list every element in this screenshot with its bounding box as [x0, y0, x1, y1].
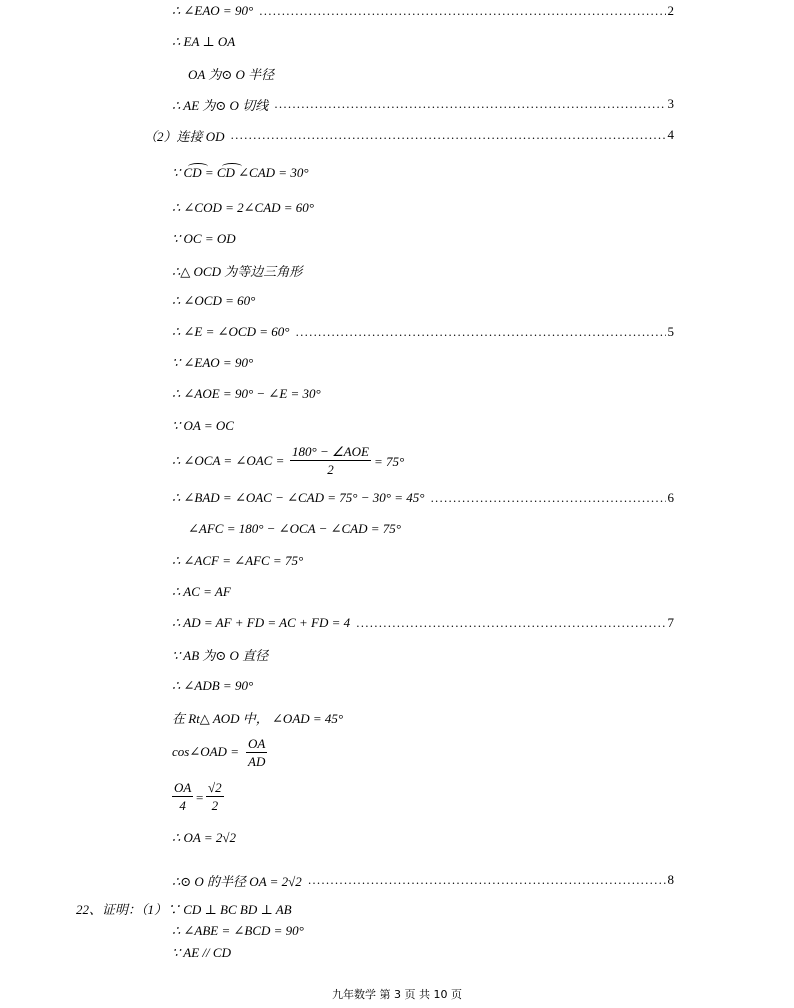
proof-line-19: ∴ AC = AF [172, 584, 231, 599]
score-mark: 3 [667, 96, 674, 111]
proof-line-8: ∵ OC = OD [172, 231, 236, 246]
proof-line-part2: （2）连接 OD ..... 4 [144, 124, 674, 146]
score-mark: 7 [667, 615, 674, 630]
proof-line-15: ∴ ∠OCA = ∠OAC = [172, 453, 285, 468]
proof-line-20: ∴ AD = AF + FD = AC + FD = 4 ..... 7 [172, 612, 674, 634]
proof-line-4: ∴ AE 为⊙ O 切线 ..... 3 [172, 93, 674, 115]
proof-line-18: ∴ ∠ACF = ∠AFC = 75° [172, 553, 304, 568]
leader-dots [274, 98, 665, 111]
proof-line-2: ∴ EA ⊥ OA [172, 34, 236, 49]
proof-line-7: ∴ ∠COD = 2∠CAD = 60° [172, 200, 314, 215]
proof-line-12: ∵ ∠EAO = 90° [172, 355, 254, 370]
proof-line-22: ∴ ∠ADB = 90° [172, 678, 254, 693]
proof-line-17: ∠AFC = 180° − ∠OCA − ∠CAD = 75° [188, 521, 401, 536]
fraction: 180° − ∠AOE 2 [292, 444, 369, 477]
proof-line-radius: ∴⊙ O 的半径 OA = 2√2 ..... 8 [172, 869, 674, 891]
score-mark: 4 [667, 127, 674, 142]
proof-line-22a: ∴ ∠ABE = ∠BCD = 90° [172, 923, 304, 938]
leader-dots [430, 492, 665, 505]
leader-dots [308, 874, 666, 887]
equals-sign: = [196, 790, 204, 805]
score-mark: 8 [667, 872, 674, 887]
proof-line-1: ∴ ∠EAO = 90° ..... 2 [172, 0, 674, 22]
score-mark: 2 [667, 3, 674, 18]
proof-line-10: ∴ ∠OCD = 60° [172, 293, 256, 308]
equation-rhs: = 75° [374, 454, 405, 469]
proof-line-arc: ∵ CD = CD ∠CAD = 30° [172, 165, 309, 180]
leader-dots [259, 5, 665, 18]
proof-line-cos: cos∠OAD = [172, 744, 239, 759]
leader-dots [231, 129, 666, 142]
arc-mark [222, 163, 242, 170]
proof-line-23: 在 Rt△ AOD 中， ∠OAD = 45° [172, 710, 344, 726]
score-mark: 6 [667, 490, 674, 505]
proof-line-11: ∴ ∠E = ∠OCD = 60° ..... 5 [172, 321, 674, 343]
fraction: $\frac{√2}{2}$ [208, 780, 222, 813]
score-mark: 5 [667, 324, 674, 339]
proof-line-oa: ∴ OA = 2√2 [172, 830, 237, 845]
page-footer: 九年数学 第 3 页 共 10 页 [332, 988, 462, 1001]
proof-line-16: ∴ ∠BAD = ∠OAC − ∠CAD = 75° − 30° = 45° ..... 6 [172, 487, 674, 509]
proof-line-22b: ∵ AE // CD [172, 945, 231, 960]
proof-line-13: ∴ ∠AOE = 90° − ∠E = 30° [172, 386, 321, 401]
proof-line-21: ∵ AB 为⊙ O 直径 [172, 647, 269, 663]
proof-line-3: OA 为⊙ O 半径 [188, 66, 275, 82]
arc-mark [188, 163, 208, 170]
fraction: $\frac{OA}{AD}$ [248, 736, 266, 769]
question-22-header: 22、证明：（1）∵ CD ⊥ BC BD ⊥ AB [76, 901, 292, 917]
fraction: $\frac{OA}{4}$ [174, 780, 192, 813]
proof-line-14: ∵ OA = OC [172, 418, 234, 433]
leader-dots [356, 617, 665, 630]
proof-line-9: ∴△ OCD 为等边三角形 [172, 263, 303, 279]
leader-dots [295, 326, 665, 339]
